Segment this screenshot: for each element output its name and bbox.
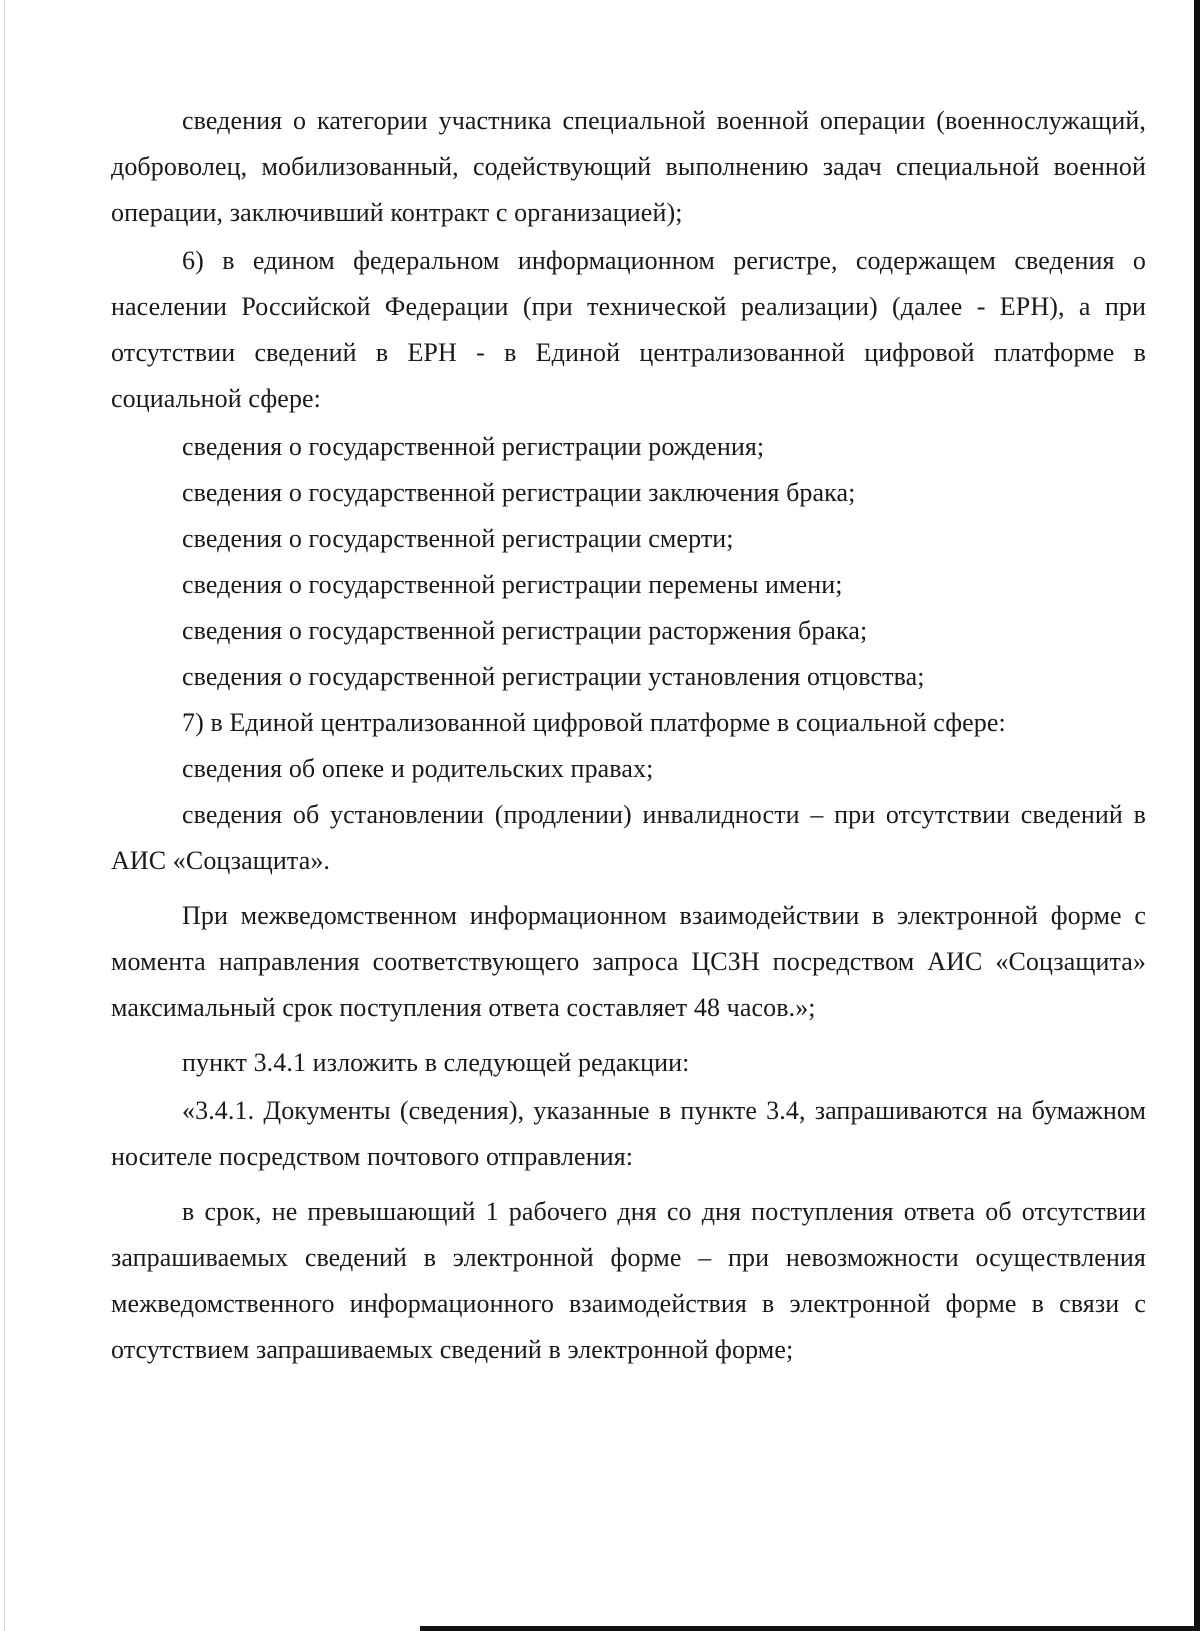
paragraph-point-3-4-1-heading: пункт 3.4.1 изложить в следующей редакции: (182, 1048, 690, 1077)
paragraph-item-6: 6) в едином федеральном информационном регистре, содержащем сведения о населении Российской Федерации (при технической реализации) (далее - ЕРН), а при отсутствии сведений в ЕРН - в Единой централизованной цифровой платформе в социальной сфере: (111, 246, 1146, 413)
paragraph-guardianship: сведения об опеке и родительских правах; (182, 754, 654, 783)
paragraph-item-7: 7) в Единой централизованной цифровой платформе в социальной сфере: (182, 708, 1006, 737)
scan-left-edge (4, 0, 5, 1631)
scan-right-edge (1194, 0, 1200, 1631)
paragraph-divorce-registration: сведения о государственной регистрации расторжения брака; (182, 616, 868, 645)
paragraph-disability: сведения об установлении (продлении) инвалидности – при отсутствии сведений в АИС «Соцзащита». (111, 800, 1146, 875)
paragraph-deadline: в срок, не превышающий 1 рабочего дня со дня поступления ответа об отсутствии запрашиваемых сведений в электронной форме – при невозможности осуществления межведомственного информационного взаимодействия в электронной форме в связи с отсутствием запрашиваемых сведений в электронной форме; (111, 1197, 1146, 1364)
paragraph-death-registration: сведения о государственной регистрации смерти; (182, 524, 734, 553)
paragraph-birth-registration: сведения о государственной регистрации рождения; (182, 432, 765, 461)
paragraph-point-3-4-1: «3.4.1. Документы (сведения), указанные в пункте 3.4, запрашиваются на бумажном носителе посредством почтового отправления: (111, 1096, 1146, 1171)
scan-bottom-edge (420, 1626, 1200, 1631)
paragraph-name-change-registration: сведения о государственной регистрации перемены имени; (182, 570, 843, 599)
paragraph-marriage-registration: сведения о государственной регистрации заключения брака; (182, 478, 856, 507)
document-body (111, 98, 1146, 1373)
paragraph-svo-category: сведения о категории участника специальной военной операции (военнослужащий, доброволец, мобилизованный, содействующий выполнению задач специальной военной операции, заключивший контракт с организацией); (111, 106, 1146, 227)
paragraph-paternity-registration: сведения о государственной регистрации установления отцовства; (182, 662, 925, 691)
paragraph-interagency-interaction: При межведомственном информационном взаимодействии в электронной форме с момента направления соответствующего запроса ЦСЗН посредством АИС «Соцзащита» максимальный срок поступления ответа составляет 48 часов.»; (111, 901, 1146, 1022)
